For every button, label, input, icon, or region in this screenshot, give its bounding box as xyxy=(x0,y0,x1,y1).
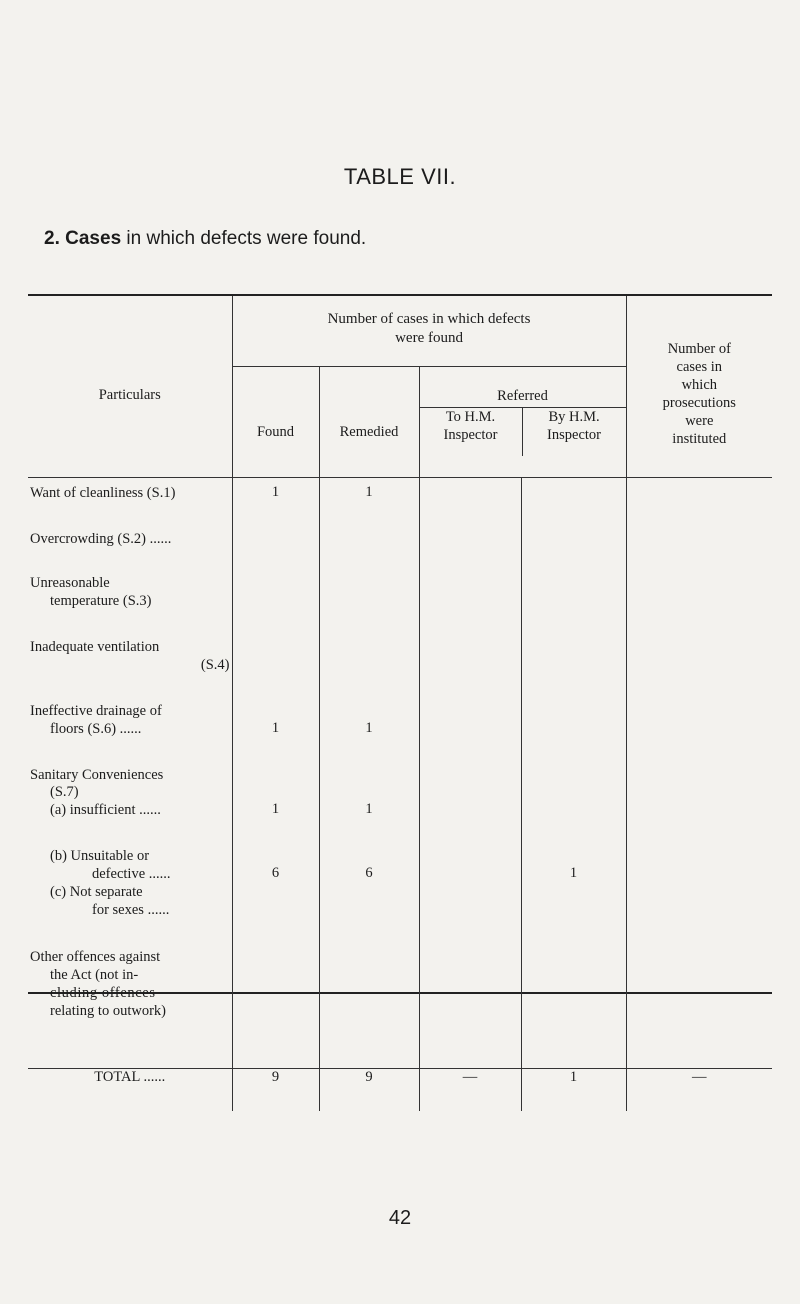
row-label: Inadequate ventilation xyxy=(30,639,160,655)
row-label: for sexes ...... xyxy=(92,902,170,918)
header-to-hm-cell xyxy=(420,408,523,457)
header-prosecutions-cell xyxy=(626,296,772,478)
table-title: TABLE VII. xyxy=(343,164,457,189)
header-found-cell xyxy=(232,367,319,478)
header-referred: Referred xyxy=(497,388,548,404)
to-hm-column xyxy=(419,478,521,1069)
total-prosecutions: — xyxy=(626,1069,772,1112)
cell-remedied: 1 xyxy=(365,484,373,500)
cell-found: 1 xyxy=(271,484,280,500)
row-label: (S.4) xyxy=(200,657,230,673)
header-remedied-cell xyxy=(319,367,419,478)
header-by-hm-cell xyxy=(522,408,626,457)
section-heading-text: in which defects were found. xyxy=(126,228,367,249)
header-prosecutions-l1: Number of xyxy=(667,341,731,357)
prosecutions-column xyxy=(626,478,772,1069)
header-by-hm-l1: By H.M. xyxy=(548,409,600,425)
header-prosecutions-l4: prosecutions xyxy=(662,395,736,411)
header-group-line2: were found xyxy=(395,330,463,346)
row-label: Unreasonable xyxy=(30,575,110,591)
section-heading xyxy=(44,228,366,250)
cell-remedied: 6 xyxy=(365,865,373,881)
cell-remedied: 1 xyxy=(365,720,373,736)
cell-remedied: 1 xyxy=(365,801,373,817)
cell-found: 1 xyxy=(271,801,280,817)
header-particulars-cell xyxy=(28,296,232,478)
total-row xyxy=(28,1069,772,1112)
row-label: (b) Unsuitable or xyxy=(50,848,150,864)
cell-by-hm: 1 xyxy=(569,865,578,881)
row-label: (S.7) xyxy=(50,784,79,800)
row-label: Ineffective drainage of xyxy=(30,703,162,719)
row-label: Sanitary Conveniences xyxy=(30,767,164,783)
header-particulars: Particulars xyxy=(98,387,161,403)
header-group-line1: Number of cases in which defects xyxy=(327,311,531,327)
remedied-column xyxy=(319,478,419,1069)
header-prosecutions-l2: cases in xyxy=(676,359,723,375)
header-to-hm-l2: Inspector xyxy=(443,427,498,443)
header-group xyxy=(232,296,626,367)
table-body xyxy=(28,478,772,1069)
header-prosecutions-l6: instituted xyxy=(672,431,727,447)
found-column xyxy=(232,478,319,1069)
header-by-hm-l2: Inspector xyxy=(547,427,601,443)
row-label: temperature (S.3) xyxy=(50,593,152,609)
by-hm-column xyxy=(521,478,626,1069)
row-label: (c) Not separate xyxy=(50,884,143,900)
defects-table xyxy=(28,296,772,1111)
total-by-hm: 1 xyxy=(521,1069,626,1112)
row-label: Other offences against xyxy=(30,949,161,965)
total-label: TOTAL ...... xyxy=(28,1069,232,1112)
total-found: 9 xyxy=(232,1069,319,1112)
page-number: 42 xyxy=(388,1207,412,1229)
header-referred-cell xyxy=(419,367,626,478)
row-label: defective ...... xyxy=(92,866,171,882)
header-to-hm-l1: To H.M. xyxy=(445,409,496,425)
cell-found: 1 xyxy=(271,720,280,736)
row-label: Overcrowding (S.2) ...... xyxy=(30,531,172,547)
particulars-column xyxy=(28,478,232,1069)
section-heading-bold: Cases xyxy=(65,228,122,249)
row-label: floors (S.6) ...... xyxy=(50,721,142,737)
total-remedied: 9 xyxy=(319,1069,419,1112)
row-label: the Act (not in- xyxy=(50,967,139,983)
row-label: cluding offences xyxy=(50,985,156,1001)
total-to-hm: — xyxy=(419,1069,521,1112)
row-label: Want of cleanliness (S.1) xyxy=(30,485,176,501)
row-label: relating to outwork) xyxy=(50,1003,166,1019)
header-prosecutions-l5: were xyxy=(685,413,714,429)
section-number: 2. xyxy=(44,228,60,249)
header-prosecutions-l3: which xyxy=(681,377,718,393)
row-label: (a) insufficient ...... xyxy=(50,802,161,818)
header-remedied: Remedied xyxy=(339,424,399,440)
header-found: Found xyxy=(256,424,295,440)
cell-found: 6 xyxy=(271,865,280,881)
